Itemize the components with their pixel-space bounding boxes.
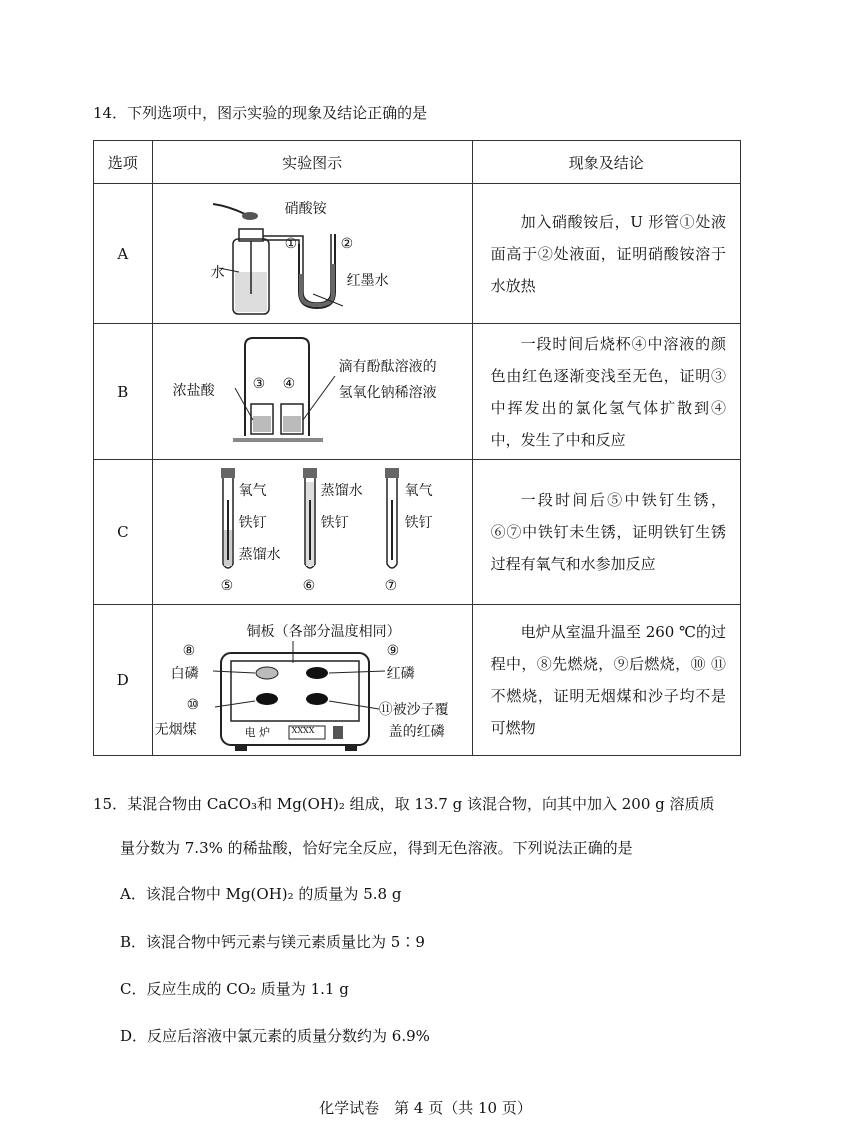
table-row: [94, 184, 741, 324]
label-furnace-display: XXXX: [291, 726, 315, 735]
figure-b: [153, 324, 472, 459]
header-conclusion: 现象及结论: [472, 141, 740, 184]
label-distilled-water: 蒸馏水: [238, 547, 281, 563]
conclusion-cell: [472, 460, 740, 605]
conclusion-cell: [472, 184, 740, 324]
figure-cell: [152, 460, 472, 605]
page-footer: 化学试卷 第 4 页（共 10 页）: [319, 1099, 532, 1117]
label-red-phosphorus: 红磷: [386, 666, 415, 682]
choice-a: A．该混合物中 Mg(OH)₂ 的质量为 5.8 g: [120, 885, 402, 903]
label-conc-hcl: 浓盐酸: [172, 383, 215, 399]
label-white-phosphorus: 白磷: [170, 666, 199, 682]
header-option: 选项: [94, 141, 153, 184]
label-9: ⑨: [386, 643, 400, 659]
label-phenolphthalein: 滴有酚酞溶液的: [338, 359, 437, 375]
table-row: [94, 460, 741, 605]
figure-cell: [152, 324, 472, 460]
label-copper-plate: 铜板（各部分温度相同）: [246, 624, 401, 640]
label-red-phosphorus-2: 盖的红磷: [388, 724, 445, 740]
label-nail: 铁钉: [404, 515, 433, 531]
label-8: ⑧: [182, 643, 196, 659]
option-label: D: [94, 605, 153, 756]
label-10: ⑩: [186, 697, 200, 713]
conclusion-text: 一段时间后烧杯④中溶液的颜色由红色逐渐变浅至无色，证明③中挥发出的氯化氢气体扩散到④中，发生了中和反应: [490, 334, 726, 449]
conclusion-text: 电炉从室温升温至 260 ℃的过程中，⑧先燃烧，⑨后燃烧，⑩ ⑪不燃烧，证明无烟煤和沙子均不是可燃物: [490, 623, 726, 737]
option-label: B: [94, 324, 153, 460]
experiment-table: [93, 140, 741, 756]
label-red-ink: 红墨水: [346, 273, 389, 289]
label-3: ③: [252, 376, 266, 392]
conclusion-cell: [472, 605, 740, 756]
label-naoh: 氢氧化钠稀溶液: [338, 385, 437, 401]
choice-c: C．反应生成的 CO₂ 质量为 1.1 g: [120, 980, 349, 998]
label-2: ②: [340, 236, 354, 252]
label-furnace: 电 炉: [244, 726, 271, 739]
label-6: ⑥: [302, 578, 316, 594]
label-anthracite: 无烟煤: [154, 722, 197, 738]
label-11-sand-covered: ⑪被沙子覆: [378, 702, 449, 718]
label-distilled-water: 蒸馏水: [320, 483, 363, 499]
label-water: 水: [210, 265, 225, 281]
label-ammonium-nitrate: 硝酸铵: [284, 201, 327, 217]
label-nail: 铁钉: [238, 515, 267, 531]
label-7: ⑦: [384, 578, 398, 594]
question-15-stem-line1: 15．某混合物由 CaCO₃和 Mg(OH)₂ 组成，取 13.7 g 该混合物，向其中加入 200 g 溶质质: [93, 795, 715, 813]
figure-cell: [152, 605, 472, 756]
figure-cell: [152, 184, 472, 324]
label-4: ④: [282, 376, 296, 392]
figure-d: [153, 605, 472, 755]
table-row: [94, 605, 741, 756]
table-row: [94, 324, 741, 460]
question-15-stem-line2: 量分数为 7.3% 的稀盐酸，恰好完全反应，得到无色溶液。下列说法正确的是: [120, 839, 633, 857]
choice-b: B．该混合物中钙元素与镁元素质量比为 5∶9: [120, 933, 425, 951]
option-label: C: [94, 460, 153, 605]
conclusion-text: 一段时间后⑤中铁钉生锈，⑥⑦中铁钉未生锈，证明铁钉生锈过程有氧气和水参加反应: [490, 491, 726, 573]
choice-d: D．反应后溶液中氯元素的质量分数约为 6.9%: [120, 1027, 430, 1045]
label-1: ①: [284, 236, 298, 252]
conclusion-text: 加入硝酸铵后，U 形管①处液面高于②处液面，证明硝酸铵溶于水放热: [490, 212, 726, 295]
label-oxygen: 氧气: [404, 483, 433, 499]
figure-a: [153, 184, 472, 323]
conclusion-cell: [472, 324, 740, 460]
figure-c: [153, 460, 472, 604]
header-figure: 实验图示: [152, 141, 472, 184]
question-14-stem: 14．下列选项中，图示实验的现象及结论正确的是: [93, 104, 428, 122]
label-oxygen: 氧气: [238, 483, 267, 499]
label-nail: 铁钉: [320, 515, 349, 531]
table-header-row: [94, 141, 741, 184]
option-label: A: [94, 184, 153, 324]
label-5: ⑤: [220, 578, 234, 594]
